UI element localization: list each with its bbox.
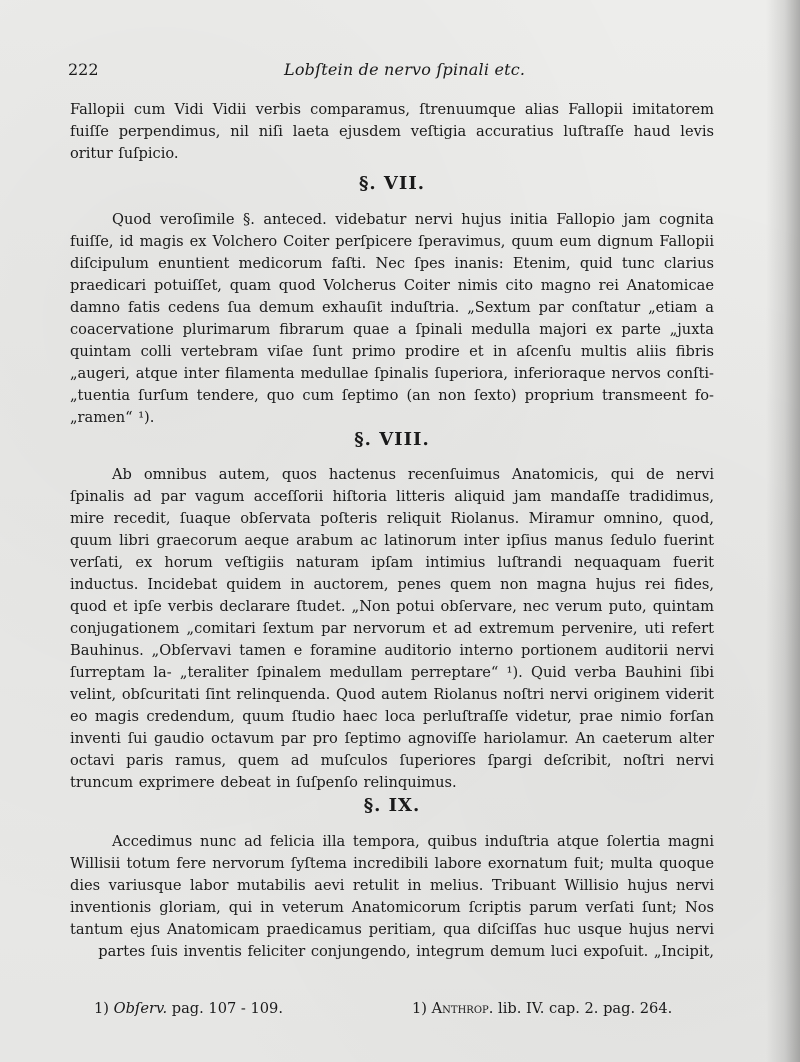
footnote-left-marker: 1) (94, 1000, 109, 1017)
section-ix-text: Accedimus nunc ad felicia illa tempora, quibus induſtria atque ſolertia magni Willisii totum fere nervorum ſyſtema incredibili labore exornatum fuit; multa quoque dies variusque labor mutabilis aevi retulit in melius. Tribuant Willisio hujus nervi inventionis gloriam, qui in veterum Anatomicorum ſcriptis parum verſati ſunt; Nos tantum ejus Anatomicam praedicamus peritiam, qua diſciſſas huc usque hujus nervi partes ſuis inventis feliciter conjungendo, integrum demum luci expoſuit. „Incipit, (70, 833, 714, 960)
footnote-right-marker: 1) (412, 1000, 427, 1017)
page-edge-shadow (766, 0, 800, 1062)
section-heading-ix: §. IX. (363, 795, 421, 816)
footnote-right (412, 1000, 672, 1017)
section-heading-viii: §. VIII. (354, 429, 430, 450)
running-title: Lobſtein de nervo ſpinali etc. (284, 60, 526, 79)
section-vii-text: Quod veroſimile §. anteced. videbatur nervi hujus initia Fallopio jam cognita fuiſſe, id magis ex Volchero Coiter perſpicere ſperavimus, quum eum dignum Fallopii diſcipulum enuntient medicorum faſti. Nec ſpes inanis: Etenim, quid tunc clarius praedicari potuiſſet, quam quod Volcherus Coiter nimis cito magno rei Anatomicae damno fatis cedens ſua demum exhauſit induſtria. „Sextum par conſtatur „etiam a coacervatione plurimarum fibrarum quae a ſpinali medulla majori ex parte „juxta quintam colli vertebram viſae ſunt primo prodire et in aſcenſu multis aliis fibris „augeri, atque inter filamenta medullae ſpinalis ſuperiora, inferioraque nervos conſti- „tuentia ſurſum tendere, quo cum ſeptimo (an non ſexto) proprium transmeent fo- „ramen“ ¹). (70, 211, 714, 426)
footnote-left-title: Obſerv. (113, 1000, 168, 1017)
footnote-left-reference: pag. 107 - 109. (171, 1000, 283, 1017)
paragraph-intro: Fallopii cum Vidi Vidii verbis comparamus, ſtrenuumque alias Fallopii imitatorem fuiſſe perpendimus, nil niſi laeta ejusdem veſtigia accuratius luſtraſſe haud levis oritur ſuſpicio. (70, 101, 714, 162)
section-heading-vii: §. VII. (358, 173, 426, 194)
page-header (68, 60, 718, 86)
footnote-left (94, 1000, 283, 1017)
footnote-right-title: Anthrop. (431, 1000, 494, 1017)
footnote-right-reference: lib. IV. cap. 2. pag. 264. (498, 1000, 673, 1017)
page-number: 222 (68, 60, 99, 79)
section-viii-text: Ab omnibus autem, quos hactenus recenſuimus Anatomicis, qui de nervi ſpinalis ad par vagum acceſſorii hiſtoria litteris aliquid jam mandaſſe tradidimus, mire recedit, ſuaque obſervata poſteris reliquit Riolanus. Miramur omnino, quod, quum libri graecorum aeque arabum ac latinorum inter ipſius manus ſedulo fuerint verſati, ex horum veſtigiis naturam ipſam intimius luſtrandi nequaquam fuerit inductus. Incidebat quidem in auctorem, penes quem non magna hujus rei fides, quod et ipſe verbis declarare ſtudet. „Non potui obſervare, nec verum puto, quintam conjugationem „comitari ſextum par nervorum et ad extremum pervenire, uti refert Bauhinus. „Obſervavi tamen e foramine auditorio interno portionem auditorii nervi ſurreptam la- „teraliter ſpinalem medullam perreptare“ ¹). Quid verba Bauhini ſibi velint, obſcuritati ſint relinquenda. Quod autem Riolanus noſtri nervi originem viderit eo magis credendum, quum ſtudio haec loca perluſtraſſe videtur, prae nimio forſan inventi ſui gaudio octavum par pro ſeptimo agnoviſſe hariolamur. An caeterum alter octavi paris ramus, quem ad muſculos ſuperiores ſpargi deſcribit, noſtri nervi truncum exprimere debeat in ſuſpenſo relinquimus. (70, 466, 714, 791)
